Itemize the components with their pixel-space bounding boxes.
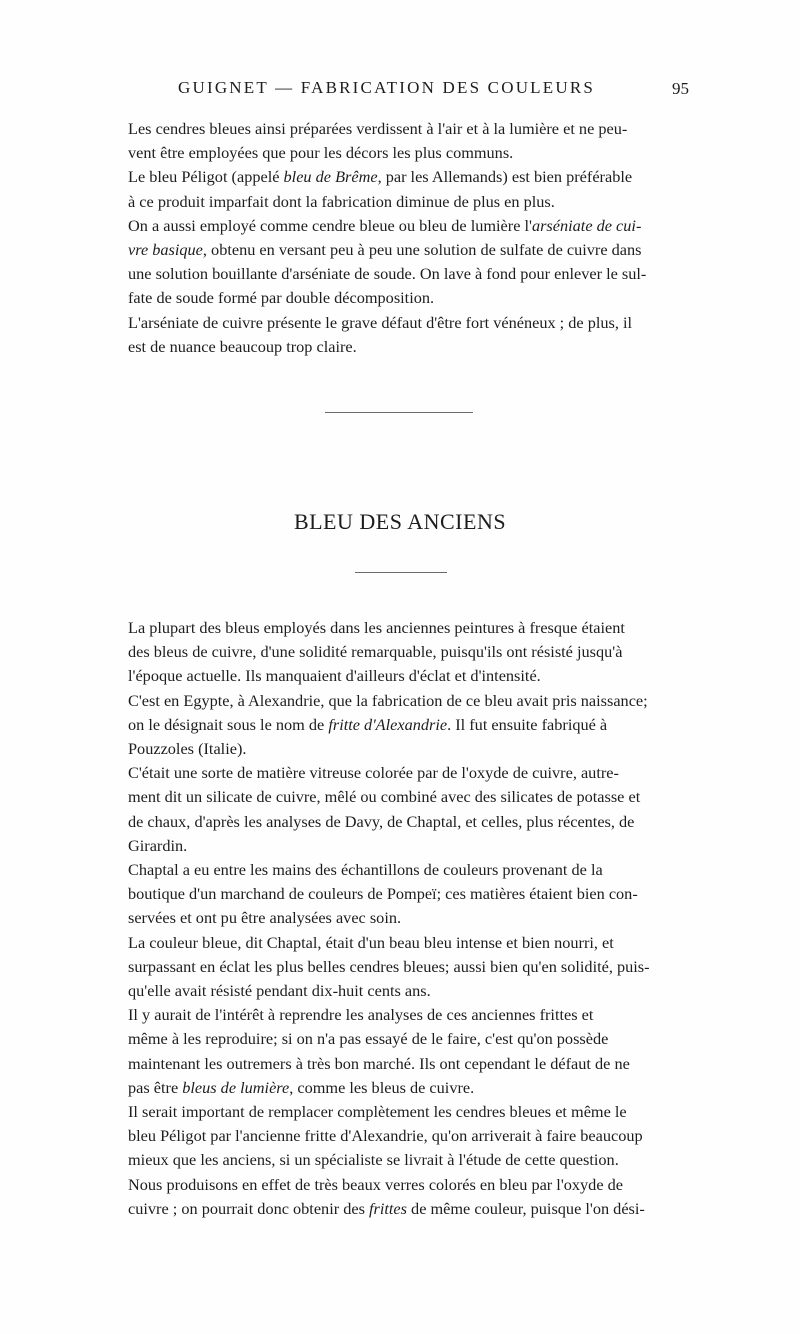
italic-term: bleus de lumière xyxy=(182,1077,290,1097)
body-text-block xyxy=(112,616,690,1221)
text-line: mieux que les anciens, si un spécialiste se livrait à l'étude de cette question. xyxy=(128,1150,619,1170)
text-line: servées et ont pu être analysées avec soin. xyxy=(128,908,402,928)
text-line: boutique d'un marchand de couleurs de Pompeï; ces matières étaient bien con- xyxy=(128,884,638,904)
text-line: est de nuance beaucoup trop claire. xyxy=(128,336,357,356)
paragraph xyxy=(112,1003,690,1100)
page-number: 95 xyxy=(672,79,689,98)
text-line: cuivre ; on pourrait donc obtenir des frittes de même couleur, puisque l'on dési- xyxy=(128,1198,645,1218)
text-line: ment dit un silicate de cuivre, mêlé ou combiné avec des silicates de potasse et xyxy=(128,787,641,807)
text-line: maintenant les outremers à très bon marché. Ils ont cependant le défaut de ne xyxy=(128,1053,630,1073)
text-line: Pouzzoles (Italie). xyxy=(128,739,247,759)
italic-term: fritte d'Alexandrie xyxy=(328,714,448,734)
paragraph xyxy=(112,858,690,931)
text-line: Il serait important de remplacer complètement les cendres bleues et même le xyxy=(128,1102,627,1122)
text-line: C'était une sorte de matière vitreuse colorée par de l'oxyde de cuivre, autre- xyxy=(128,763,619,783)
paragraph xyxy=(112,931,690,1004)
text-line: pas être bleus de lumière, comme les bleus de cuivre. xyxy=(128,1077,475,1097)
text-line: Nous produisons en effet de très beaux verres colorés en bleu par l'oxyde de xyxy=(128,1174,623,1194)
text-line: à ce produit imparfait dont la fabrication diminue de plus en plus. xyxy=(128,191,555,211)
paragraph xyxy=(112,165,690,213)
paragraph xyxy=(112,616,690,689)
divider-rule xyxy=(355,572,447,573)
text-line: Chaptal a eu entre les mains des échantillons de couleurs provenant de la xyxy=(128,860,603,880)
italic-term: frittes xyxy=(368,1198,407,1218)
text-line: vent être employées que pour les décors les plus communs. xyxy=(128,143,514,163)
text-line: L'arséniate de cuivre présente le grave défaut d'être fort vénéneux ; de plus, il xyxy=(128,312,633,332)
text-line: une solution bouillante d'arséniate de soude. On lave à fond pour enlever le sul- xyxy=(128,264,647,284)
text-line: des bleus de cuivre, d'une solidité remarquable, puisqu'ils ont résisté jusqu'à xyxy=(128,642,623,662)
text-line: bleu Péligot par l'ancienne fritte d'Alexandrie, qu'on arriverait à faire beaucoup xyxy=(128,1126,643,1146)
paragraph xyxy=(112,214,690,311)
text-line: Le bleu Péligot (appelé bleu de Brême, par les Allemands) est bien préférable xyxy=(128,167,633,187)
text-line: on le désignait sous le nom de fritte d'Alexandrie. Il fut ensuite fabriqué à xyxy=(128,714,608,734)
text-line: de chaux, d'après les analyses de Davy, de Chaptal, et celles, plus récentes, de xyxy=(128,811,635,831)
italic-term: bleu de Brême xyxy=(283,167,378,187)
italic-term: arséniate de cui- xyxy=(531,215,642,235)
paragraph xyxy=(112,1100,690,1173)
paragraph xyxy=(112,689,690,762)
text-line: même à les reproduire; si on n'a pas essayé de le faire, c'est qu'on possède xyxy=(128,1029,609,1049)
text-line: C'est en Egypte, à Alexandrie, que la fabrication de ce bleu avait pris naissance; xyxy=(128,690,648,710)
paragraph xyxy=(112,761,690,858)
text-line: La plupart des bleus employés dans les anciennes peintures à fresque étaient xyxy=(128,618,625,637)
text-line: Girardin. xyxy=(128,835,188,855)
paragraph xyxy=(112,311,690,359)
text-line: vre basique, obtenu en versant peu à peu une solution de sulfate de cuivre dans xyxy=(128,240,642,260)
text-line: l'époque actuelle. Ils manquaient d'ailleurs d'éclat et d'intensité. xyxy=(128,666,541,686)
top-text-block xyxy=(112,117,690,359)
running-head: GUIGNET — FABRICATION DES COULEURS xyxy=(178,78,596,97)
text-line: fate de soude formé par double décomposition. xyxy=(128,288,435,308)
text-line: qu'elle avait résisté pendant dix-huit cents ans. xyxy=(128,981,431,1001)
paragraph xyxy=(112,117,690,165)
text-line: Les cendres bleues ainsi préparées verdissent à l'air et à la lumière et ne peu- xyxy=(128,119,628,138)
text-line: On a aussi employé comme cendre bleue ou bleu de lumière l'arséniate de cui- xyxy=(128,215,642,235)
text-line: Il y aurait de l'intérêt à reprendre les analyses de ces anciennes frittes et xyxy=(128,1005,594,1025)
text-line: surpassant en éclat les plus belles cendres bleues; aussi bien qu'en solidité, puis- xyxy=(128,956,650,976)
divider-rule xyxy=(325,412,473,413)
paragraph xyxy=(112,1173,690,1221)
text-line: La couleur bleue, dit Chaptal, était d'un beau bleu intense et bien nourri, et xyxy=(128,932,614,952)
section-title: BLEU DES ANCIENS xyxy=(293,509,507,534)
italic-term: vre basique xyxy=(128,240,203,260)
